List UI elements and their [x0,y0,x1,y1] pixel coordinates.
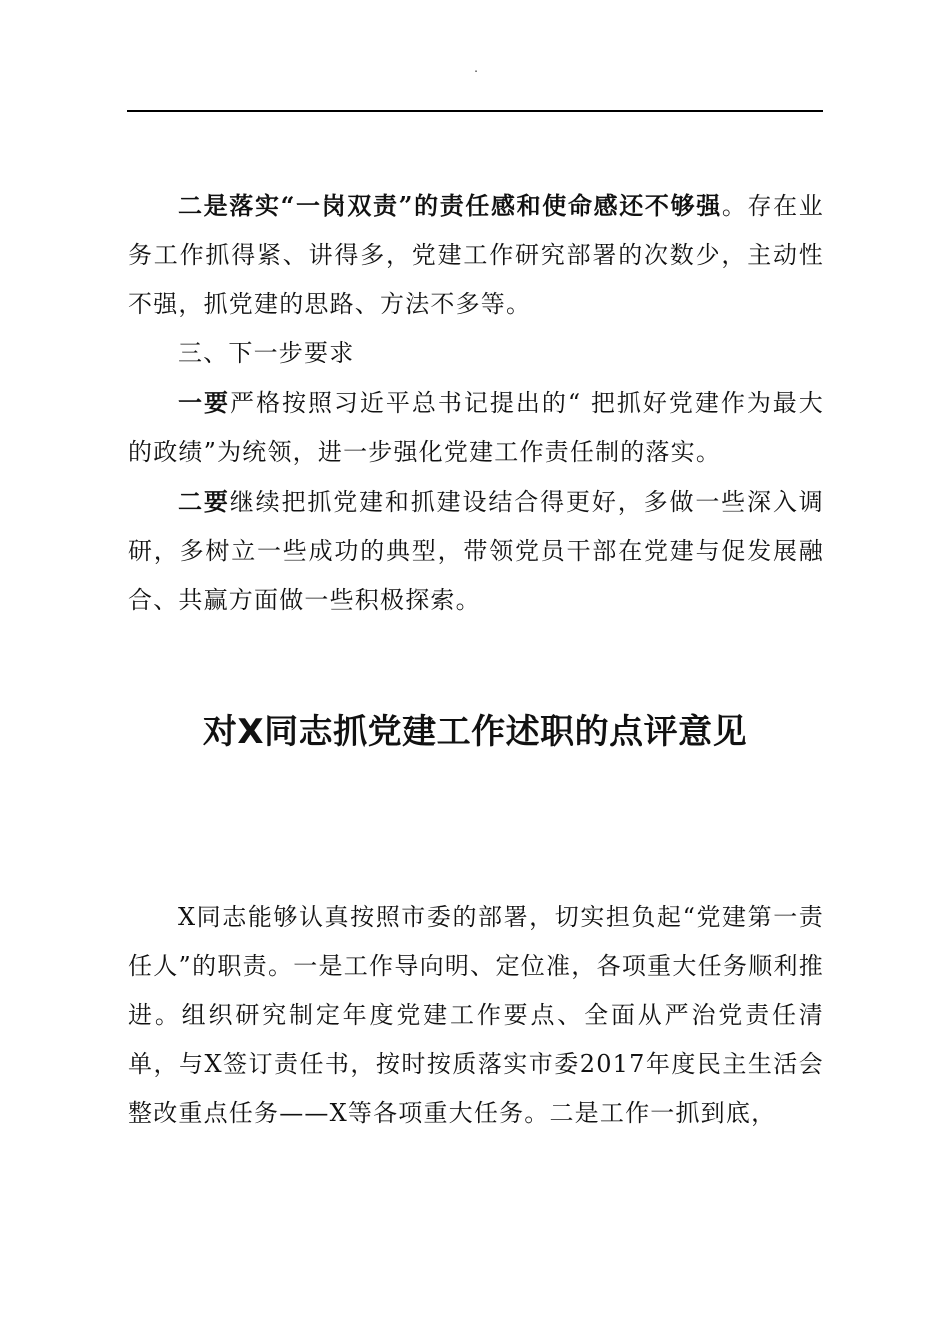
paragraph-requirement-two [128,477,824,625]
paragraph-requirement-one [128,378,824,477]
requirement-two-label: 二要 [178,487,230,516]
section-one [128,181,824,625]
header-rule [127,110,823,112]
requirement-two-text: 继续把抓党建和抓建设结合得更好，多做一些深入调研，多树立一些成功的典型，带领党员干部在党建与促发展融合、共赢方面做一些积极探索。 [128,488,824,614]
requirement-one-text: 严格按照习近平总书记提出的“ 把抓好党建作为最大的政绩”为统领，进一步强化党建工作责任制的落实。 [128,389,824,466]
header-mark: . [474,61,478,75]
paragraph-shortcoming-two [128,181,824,329]
paragraph-text: 。存在业务工作抓得紧、讲得多，党建工作研究部署的次数少，主动性不强，抓党建的思路、方法不多等。 [128,192,824,318]
document-title: 对X同志抓党建工作述职的点评意见 [202,712,748,752]
requirement-one-label: 一要 [178,388,230,417]
section-heading-next-steps: 三、下一步要求 [178,339,355,367]
paragraph-lead-bold: 二是落实“一岗双责”的责任感和使命感还不够强 [178,191,722,220]
paragraph-evaluation-body: X同志能够认真按照市委的部署，切实担负起“党建第一责任人”的职责。一是工作导向明、定位准，各项重大任务顺利推进。组织研究制定年度党建工作要点、全面从严治党责任清单，与X签订责任书，按时按质落实市委2017年度民主生活会整改重点任务——X等各项重大任务。二是工作一抓到底， [128,903,824,1127]
section-two [128,893,824,1138]
